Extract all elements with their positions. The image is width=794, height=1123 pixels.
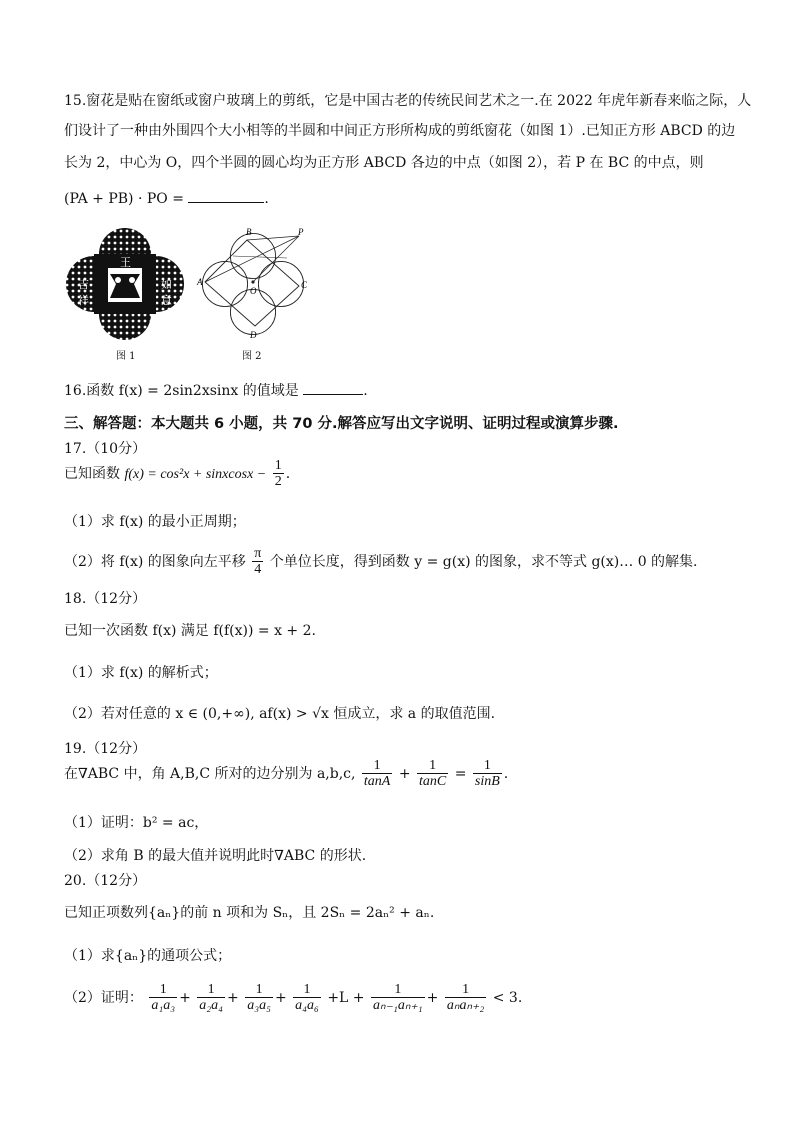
frac-den: aₙ₋₁aₙ₊₁ — [373, 998, 423, 1013]
q19-number: 19.（12分） — [64, 741, 147, 757]
frac-den: a₃a₅ — [247, 998, 271, 1013]
frac-num: 1 — [245, 982, 273, 998]
q16-text: 16.函数 f(x) = 2sin2xsinx 的值域是 — [64, 383, 299, 399]
q20-term-3 — [245, 982, 273, 1014]
q15-line2: 们设计了一种由外围四个大小相等的半圆和中间正方形所构成的剪纸窗花（如图 1）.已知正方形 ABCD 的边 — [64, 123, 736, 139]
label-p: P — [298, 227, 304, 237]
q17-number: 17.（10分） — [64, 441, 147, 457]
q16-line: 16.函数 f(x) = 2sin2xsinx 的值域是 . — [64, 383, 368, 399]
q20-part2: （2）证明： $\frac{1}{\text{a₁a₃}}$ + $\frac{1}{\text{a₂a₄}}$ + $\frac{1}{\text{a₃a₅}}$ + $\frac{1}{\text{a₄a₆}}$ +L + $\frac{1}{\text{aₙ₋₁aₙ₊₁}}$ + $\frac{1}{\text{aₙaₙ₊₂}}$ < 3. — [64, 982, 523, 1013]
q18-part2: （2）若对任意的 x ∈ (0,+∞), af(x) > √x 恒成立，求 a 的取值范围. — [64, 706, 496, 722]
q18-part1: （1）求 f(x) 的解析式； — [64, 665, 218, 681]
q19-part2: （2）求角 B 的最大值并说明此时∇ABC 的形状. — [64, 848, 367, 864]
q17-stem-expr: f(x) = cos²x + sinxcosx − — [124, 467, 267, 482]
frac-den: sinB — [474, 774, 500, 789]
frac-num: 1 — [417, 758, 448, 774]
section-heading: 三、解答题：本大题共 6 小题，共 70 分.解答应写出文字说明、证明过程或演算步骤. — [64, 416, 619, 432]
q15-expression: (PA + PB) · PO = . — [64, 191, 269, 207]
q19-frac-3 — [473, 758, 502, 790]
papercut-char-5: 意 — [161, 295, 172, 307]
q17-fraction — [273, 458, 284, 490]
q20-term-1 — [149, 982, 177, 1014]
frac-den: a₂a₄ — [199, 998, 224, 1013]
q17-stem: 已知函数 f(x) = cos²x + sinxcosx − $\frac{1}{2}$ . — [64, 458, 291, 489]
q18-stem: 已知一次函数 f(x) 满足 f(f(x)) = x + 2. — [64, 623, 316, 639]
label-d: D — [250, 330, 257, 340]
figure-1-caption: 图 1 — [116, 351, 136, 362]
label-o: O — [250, 286, 257, 296]
papercut-char-1: 吉 — [78, 279, 89, 291]
frac-den: 4 — [254, 562, 262, 577]
frac-num: 1 — [149, 982, 177, 998]
frac-den: aₙaₙ₊₂ — [446, 998, 485, 1013]
label-b: B — [246, 227, 252, 237]
frac-num: π — [254, 546, 262, 561]
frac-num: 1 — [197, 982, 225, 998]
q19-frac-2 — [417, 758, 448, 790]
q17-part2 — [64, 546, 698, 578]
figure-1-papercut — [64, 228, 186, 340]
center-o-point — [251, 280, 254, 283]
q17-part2-a: （2）将 f(x) 的图象向左平移 — [64, 554, 246, 570]
papercut-char-3: 祥 — [78, 295, 89, 307]
frac-den: tanA — [363, 774, 391, 789]
q19-part1: （1）证明：b² = ac， — [64, 815, 209, 831]
frac-den: a₄a₆ — [295, 998, 319, 1013]
frac-num: 1 — [362, 758, 392, 774]
papercut-char-2: 如 — [161, 279, 172, 291]
label-c: C — [301, 280, 308, 290]
frac-den: 2 — [274, 474, 282, 489]
q20-term-5 — [371, 982, 425, 1014]
q17-part1: （1）求 f(x) 的最小正周期； — [64, 514, 246, 530]
q20-part1: （1）求{aₙ}的通项公式； — [64, 948, 232, 964]
q20-tail: < 3. — [492, 990, 523, 1006]
q17-pi-fraction — [252, 546, 263, 578]
frac-den: a₁a₃ — [151, 998, 176, 1013]
frac-den: tanC — [419, 774, 447, 789]
q15-line3: 长为 2，中心为 O，四个半圆的圆心均为正方形 ABCD 各边的中点（如图 2），若 P 在 BC 的中点，则 — [64, 155, 704, 171]
q20-term-2 — [197, 982, 225, 1014]
frac-num: 1 — [445, 982, 486, 998]
q19-stem-a: 在∇ABC 中，角 A,B,C 所对的边分别为 a,b,c, — [64, 766, 356, 782]
q20-number: 20.（12分） — [64, 873, 147, 889]
q19-stem: 在∇ABC 中，角 A,B,C 所对的边分别为 a,b,c, $\frac{1}{\tan A}$ + $\frac{1}{\tan C}$ = $\frac{1}{\sin B}$ . — [64, 758, 509, 789]
q15-line1: 15.窗花是贴在窗纸或窗户玻璃上的剪纸，它是中国古老的传统民间艺术之一.在 2022 年虎年新春来临之际，人 — [64, 93, 752, 109]
q18-number: 18.（12分） — [64, 591, 147, 607]
q20-term-4 — [293, 982, 321, 1014]
papercut-char-4: 王 — [120, 257, 131, 269]
q20-part2-prefix: （2）证明： — [64, 990, 143, 1006]
semicircle-bottom — [230, 289, 275, 334]
figure-2-caption: 图 2 — [242, 351, 262, 362]
figure-2-diagram — [194, 226, 312, 344]
q19-frac-1 — [362, 758, 392, 790]
q20-term-6 — [445, 982, 486, 1014]
answer-blank-15 — [188, 190, 264, 203]
frac-num: 1 — [274, 458, 282, 473]
q20-stem: 已知正项数列{aₙ}的前 n 项和为 Sₙ，且 2Sₙ = 2aₙ² + aₙ. — [64, 905, 435, 921]
frac-num: 1 — [473, 758, 502, 774]
answer-blank-16 — [303, 382, 363, 395]
frac-num: 1 — [293, 982, 321, 998]
frac-num: 1 — [371, 982, 425, 998]
label-a: A — [197, 277, 203, 287]
q17-part2-b: 个单位长度，得到函数 y = g(x) 的图象，求不等式 g(x)… 0 的解集. — [269, 554, 698, 570]
vector-expression: (PA + PB) · PO = — [64, 191, 184, 207]
q17-stem-prefix: 已知函数 — [64, 466, 120, 482]
q20-ellipsis: +L + — [327, 990, 365, 1006]
